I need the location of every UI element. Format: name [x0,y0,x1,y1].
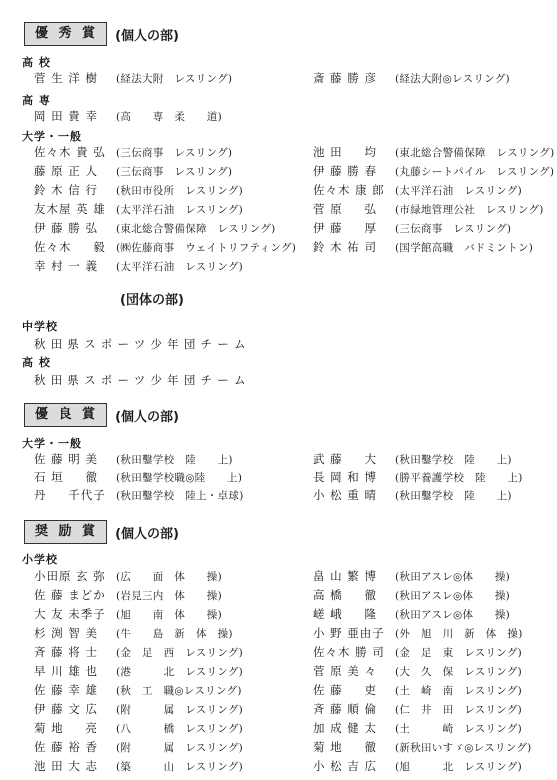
list-item [313,144,554,161]
list-item [313,663,522,680]
list-item [34,163,232,180]
entry-affiliation: (附 属 レスリング) [116,704,244,716]
list-item [313,220,511,237]
list-item [313,70,510,87]
entry-affiliation: (秋田アスレ◎体 操) [395,590,511,602]
entry-name: 早 川 雄 也 [34,664,98,678]
entry-affiliation: (附 属 レスリング) [116,742,244,754]
entry-affiliation: (八 橋 レスリング) [116,723,244,735]
list-item [34,663,243,680]
category-highschool-group: 高 校 [22,356,51,369]
entry-affiliation: (秋田鑿学校職◎陸 上) [116,472,243,484]
list-item [34,720,243,737]
list-item [34,682,242,699]
entry-name: 伊 藤 勝 弘 [34,221,98,235]
list-item [34,606,222,623]
list-item [313,644,522,661]
entry-name: 高 橋 徹 [313,588,377,602]
entry-name: 斎 藤 勝 彦 [313,71,377,85]
list-item [313,682,522,699]
entry-name: 佐 藤 吏 [313,683,377,697]
entry-name: 菊 地 亮 [34,721,98,735]
entry-name: 杉 渕 智 美 [34,626,98,640]
team-entry: 秋田県スポーツ少年団チーム [34,337,251,351]
entry-name: 菅 原 弘 [313,202,377,216]
entry-name: 小 松 重 晴 [313,488,377,502]
list-item [313,163,554,180]
entry-name: 長 岡 和 博 [313,470,377,484]
entry-affiliation: (三伝商事 レスリング) [116,166,233,178]
entry-affiliation: (秋田鑿学校 陸上・卓球) [116,490,244,502]
entry-affiliation: (三伝商事 レスリング) [116,147,233,159]
entry-affiliation: (三伝商事 レスリング) [395,223,512,235]
entry-name: 大 友 未季子 [34,607,106,621]
entry-affiliation: (経法大附◎レスリング) [395,73,510,85]
entry-name: 佐 藤 幸 雄 [34,683,98,697]
entry-name: 佐 藤 裕 香 [34,740,98,754]
entry-affiliation: (大 久 保 レスリング) [395,666,523,678]
entry-affiliation: (東北総合警備保障 レスリング) [395,147,555,159]
list-item [313,201,544,218]
list-item [34,625,233,642]
entry-name: 伊 藤 厚 [313,221,377,235]
entry-name: 小 松 吉 広 [313,759,377,773]
entry-affiliation: (高 専 柔 道) [116,111,222,123]
category-highschool: 高 校 [22,56,51,69]
entry-name: 嵯 峨 隆 [313,607,377,621]
list-item [34,451,233,468]
entry-affiliation: (金 足 西 レスリング) [116,647,244,659]
list-item [34,108,222,125]
entry-name: 伊 藤 勝 春 [313,164,377,178]
list-item [34,201,243,218]
list-item [313,568,510,585]
entry-name: 池 田 大 志 [34,759,98,773]
entry-name: 岡 田 貴 幸 [34,109,98,123]
list-item [34,469,242,486]
list-item [34,182,243,199]
entry-affiliation: (土 崎 レスリング) [395,723,523,735]
entry-affiliation: (築 山 レスリング) [116,761,244,773]
entry-name: 菊 地 徹 [313,740,377,754]
entry-affiliation: (太平洋石油 レスリング) [116,204,244,216]
list-item [34,258,243,275]
list-item [34,587,222,604]
excellence-award-title: 優 秀 賞 [24,22,107,46]
entry-affiliation: (港 北 レスリング) [116,666,244,678]
list-item [313,625,523,642]
entry-affiliation: (丸藤シートパイル レスリング) [395,166,555,178]
entry-affiliation: (秋田鑿学校 陸 上) [395,490,512,502]
category-elementary: 小学校 [22,553,58,566]
list-item [313,239,533,256]
entry-affiliation: (東北総合警備保障 レスリング) [116,223,276,235]
list-item [34,239,296,256]
entry-name: 小田原 玄 弥 [34,569,106,583]
entry-affiliation: (経法大附 レスリング) [116,73,233,85]
list-item [313,487,512,504]
list-item [34,220,275,237]
entry-name: 斉 藤 順 倫 [313,702,377,716]
entry-name: 菅 原 美 々 [313,664,377,678]
list-item [34,701,243,718]
list-item [34,487,244,504]
entry-affiliation: (勝平養護学校 陸 上) [395,472,523,484]
entry-name: 藤 原 正 人 [34,164,98,178]
entry-affiliation: (太平洋石油 レスリング) [116,261,244,273]
entry-affiliation: (新秋田いすゞ◎レスリング) [395,742,532,754]
entry-affiliation: (土 崎 南 レスリング) [395,685,523,697]
list-item [313,701,522,718]
excellence-award-header [24,22,179,46]
entry-name: 丹 千代子 [34,488,106,502]
list-item [313,469,523,486]
entry-name: 友木屋 英 雄 [34,202,106,216]
entry-name: 鈴 木 信 行 [34,183,98,197]
encouragement-individual-label: (個人の部) [115,526,179,542]
good-award-title: 優 良 賞 [24,403,107,427]
entry-affiliation: (旭 北 レスリング) [395,761,523,773]
entry-affiliation: (金 足 東 レスリング) [395,647,523,659]
encouragement-award-title: 奨 励 賞 [24,520,107,544]
list-item [34,644,243,661]
list-item [34,568,222,585]
entry-name: 佐々木 康 郎 [313,183,385,197]
entry-affiliation: (秋田アスレ◎体 操) [395,571,511,583]
list-item [313,182,522,199]
list-item [34,758,243,775]
category-technical-college: 高 専 [22,94,51,107]
entry-affiliation: (秋田鑿学校 陸 上) [116,454,233,466]
list-item [34,70,232,87]
entry-name: 佐 藤 明 美 [34,452,98,466]
good-award-header [24,403,179,427]
encouragement-award-header [24,520,179,544]
list-item [313,587,510,604]
entry-name: 幸 村 一 義 [34,259,98,273]
team-entry: 秋田県スポーツ少年団チーム [34,373,251,387]
entry-name: 石 垣 徹 [34,470,98,484]
entry-name: 伊 藤 文 広 [34,702,98,716]
category-junior-high: 中学校 [22,320,58,333]
entry-affiliation: (秋田鑿学校 陸 上) [395,454,512,466]
entry-affiliation: (秋田アスレ◎体 操) [395,609,511,621]
entry-name: 小 野 亜由子 [313,626,385,640]
list-item [313,739,532,756]
list-item [34,144,232,161]
excellence-individual-label: (個人の部) [115,28,179,44]
entry-affiliation: (旭 南 体 操) [116,609,222,621]
entry-affiliation: (秋 工 職◎レスリング) [116,685,242,697]
list-item [313,720,522,737]
entry-name: 佐 藤 まどか [34,588,106,602]
entry-affiliation: (㈱佐藤商事 ウェイトリフティング) [116,242,297,254]
entry-affiliation: (岩見三内 体 操) [116,590,222,602]
entry-affiliation: (市緑地管理公社 レスリング) [395,204,544,216]
entry-affiliation: (仁 井 田 レスリング) [395,704,523,716]
entry-name: 武 藤 大 [313,452,377,466]
entry-affiliation: (国学館高職 バドミントン) [395,242,534,254]
entry-affiliation: (太平洋石油 レスリング) [395,185,523,197]
entry-affiliation: (秋田市役所 レスリング) [116,185,244,197]
entry-name: 佐々木 貴 弘 [34,145,106,159]
good-individual-label: (個人の部) [115,409,179,425]
entry-name: 池 田 均 [313,145,377,159]
entry-affiliation: (広 面 体 操) [116,571,222,583]
category-university-general-good: 大学・一般 [22,437,82,450]
list-item [34,739,243,756]
list-item [313,451,512,468]
entry-name: 加 成 健 太 [313,721,377,735]
entry-affiliation: (外 旭 川 新 体 操) [395,628,523,640]
list-item [313,758,522,775]
group-section-title: (団体の部) [120,293,184,308]
entry-name: 佐々木 毅 [34,240,106,254]
entry-name: 佐々木 勝 司 [313,645,385,659]
entry-name: 鈴 木 祐 司 [313,240,377,254]
category-university-general: 大学・一般 [22,130,82,143]
entry-affiliation: (牛 島 新 体 操) [116,628,233,640]
entry-name: 畠 山 繁 博 [313,569,377,583]
list-item [313,606,510,623]
entry-name: 斉 藤 将 士 [34,645,98,659]
entry-name: 菅 生 洋 樹 [34,71,98,85]
